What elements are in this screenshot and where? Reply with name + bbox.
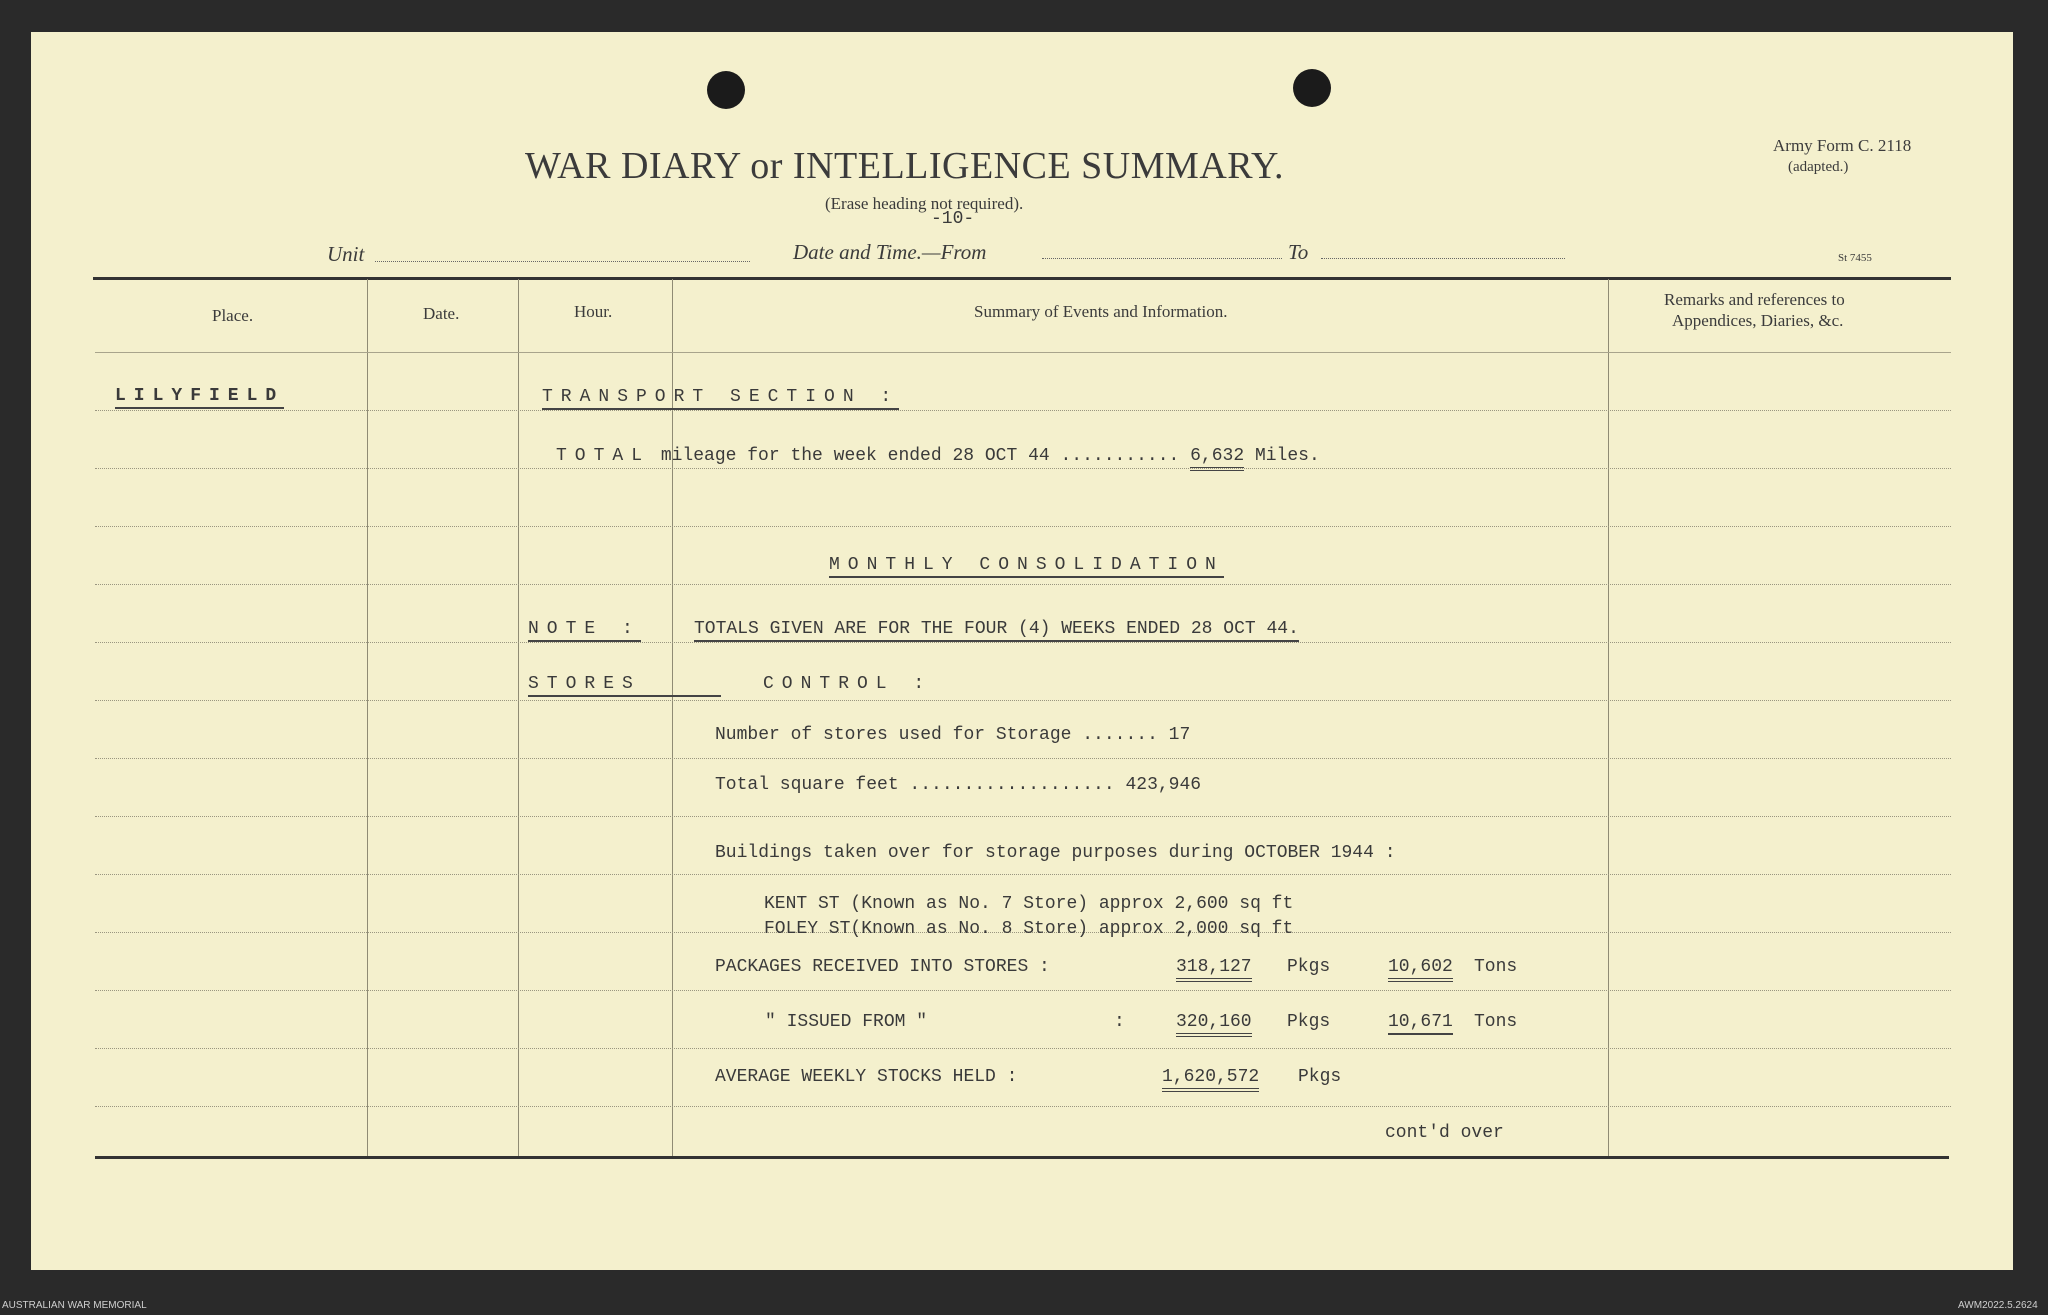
erase-heading-note: (Erase heading not required). [825,194,1024,213]
packages-received-label: PACKAGES RECEIVED INTO STORES : [715,957,1050,977]
unit-field-line [375,261,750,262]
row-line [95,758,1951,759]
column-header-hour: Hour. [574,302,613,321]
to-label: To [1288,240,1309,264]
page-number: -10- [931,209,975,229]
packages-received-pkgs: Pkgs [1287,957,1331,977]
header-separator [95,352,1951,353]
issued-label: " ISSUED FROM " [765,1012,928,1032]
form-title: WAR DIARY or INTELLIGENCE SUMMARY. [525,145,1285,187]
row-line [95,410,1951,411]
unit-label: Unit [327,242,365,266]
packages-received-tons: Tons [1474,957,1518,977]
total-mileage-value: 6,632 [1190,446,1244,471]
packages-received-tons-value: 10,602 [1388,957,1453,982]
square-feet-line: Total square feet ................... 423,946 [715,775,1202,795]
punch-hole-left [707,71,745,109]
packages-received-value: 318,127 [1176,957,1252,982]
stock-code: St 7455 [1838,252,1872,264]
table-top-rule [93,277,1951,280]
issued-colon: : [1114,1012,1125,1032]
from-field-line [1042,258,1282,259]
army-form-label: Army Form C. 2118 [1773,136,1912,155]
note-text: TOTALS GIVEN ARE FOR THE FOUR (4) WEEKS ENDED 28 OCT 44. [694,619,1299,642]
row-line [95,990,1951,991]
column-header-date: Date. [423,304,460,323]
column-header-summary: Summary of Events and Information. [974,302,1228,321]
to-field-line [1321,258,1565,259]
average-stocks-pkgs: Pkgs [1298,1067,1342,1087]
issued-tons: Tons [1474,1012,1518,1032]
total-prefix: TOTAL [556,446,651,466]
place-entry: LILYFIELD [115,386,284,409]
continued-note: cont'd over [1385,1123,1504,1143]
issued-tons-value: 10,671 [1388,1012,1453,1035]
control-label: CONTROL : [763,674,933,694]
stores-label: STORES [528,674,721,697]
diary-sheet [31,32,2013,1270]
row-line [95,1106,1951,1107]
date-time-label: Date and Time.—From [793,240,987,264]
monthly-consolidation-heading: MONTHLY CONSOLIDATION [829,555,1224,578]
row-line [95,468,1951,469]
foley-st-line: FOLEY ST(Known as No. 8 Store) approx 2,000 sq ft [764,919,1294,939]
row-line [95,874,1951,875]
issued-pkgs: Pkgs [1287,1012,1331,1032]
row-line [95,1048,1951,1049]
column-header-remarks-line1: Remarks and references to [1664,290,1845,309]
footer-credit-left: AUSTRALIAN WAR MEMORIAL [2,1300,147,1311]
column-header-place: Place. [212,306,254,325]
average-stocks-value: 1,620,572 [1162,1067,1259,1092]
issued-value: 320,160 [1176,1012,1252,1037]
note-label: NOTE : [528,619,641,642]
punch-hole-right [1293,69,1331,107]
total-mileage-line [556,446,1320,466]
total-mileage-unit: Miles. [1254,446,1320,466]
buildings-line: Buildings taken over for storage purposes during OCTOBER 1944 : [715,843,1396,863]
row-line [95,526,1951,527]
row-line [95,584,1951,585]
total-mileage-text: mileage for the week ended 28 OCT 44 ........... [650,446,1191,466]
row-line [95,642,1951,643]
adapted-label: (adapted.) [1788,159,1849,175]
transport-section-heading: TRANSPORT SECTION : [542,387,899,410]
footer-accession-number: AWM2022.5.2624 [1958,1300,2038,1311]
row-line [95,816,1951,817]
column-header-remarks-line2: Appendices, Diaries, &c. [1672,311,1844,330]
row-line [95,700,1951,701]
table-bottom-rule [95,1156,1949,1159]
kent-st-line: KENT ST (Known as No. 7 Store) approx 2,600 sq ft [764,894,1294,914]
stores-used-line: Number of stores used for Storage ....... 17 [715,725,1191,745]
average-stocks-label: AVERAGE WEEKLY STOCKS HELD : [715,1067,1018,1087]
